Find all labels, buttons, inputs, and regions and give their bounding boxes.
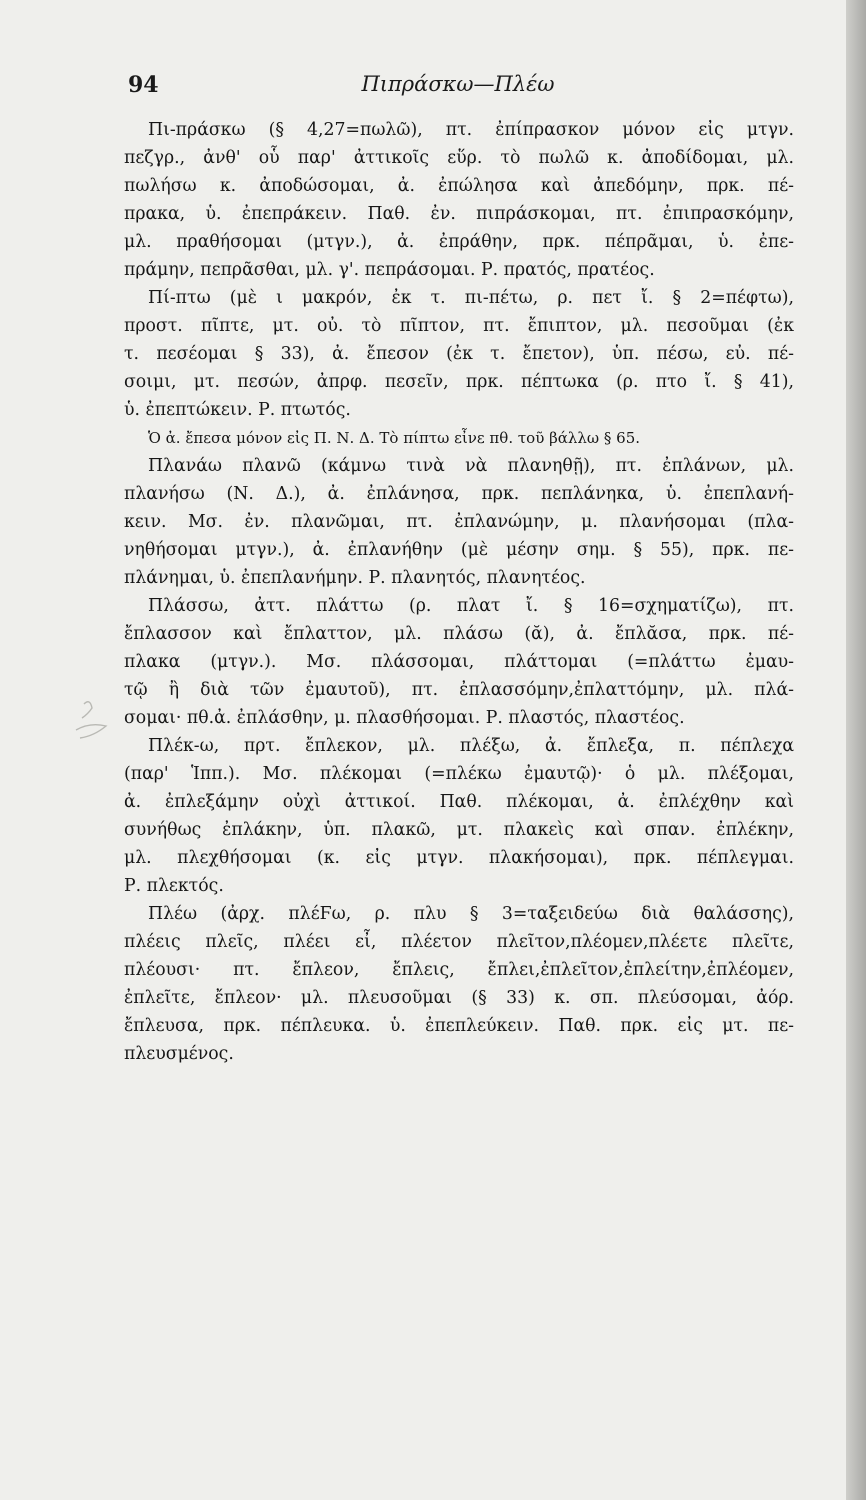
text-line: νηθήσομαι μτγν.), ἀ. ἐπλανήθην (μὲ μέσην σημ. § 55), πρκ. πε- (124, 540, 794, 560)
text-line: Πλέκ-ω, πρτ. ἔπλεκον, μλ. πλέξω, ἀ. ἔπλεξα, π. πέπλεχα (148, 736, 794, 756)
text-line: μλ. πραθήσομαι (μτγν.), ἀ. ἐπράθην, πρκ. πέπρᾶμαι, ὑ. ἐπε- (124, 232, 794, 252)
text-line: τ. πεσέομαι § 33), ἀ. ἔπεσον (ἐκ τ. ἔπετον), ὑπ. πέσω, εὐ. πέ- (124, 344, 794, 364)
page-gutter-shadow (846, 0, 866, 1500)
text-line: Πλανάω πλανῶ (κάμνω τινὰ νὰ πλανηθῇ), πτ. ἐπλάνων, μλ. (148, 456, 794, 476)
text-line: πεζγρ., ἀνθ' οὗ παρ' ἀττικοῖς εὕρ. τὸ πωλῶ κ. ἀποδίδομαι, μλ. (124, 148, 794, 168)
text-line: μλ. πλεχθήσομαι (κ. εἰς μτγν. πλακήσομαι), πρκ. πέπλεγμαι. (124, 848, 794, 868)
text-line: πράμην, πεπρᾶσθαι, μλ. γ'. πεπράσομαι. Ρ. πρατός, πρατέος. (124, 260, 655, 280)
entry-paragraph (124, 900, 794, 1068)
text-line: πλέουσι· πτ. ἔπλεον, ἔπλεις, ἔπλει,ἐπλεῖτον,ἐπλείτην,ἐπλέομεν, (124, 960, 794, 980)
text-line: Ὁ ἀ. ἔπεσα μόνον εἰς Π. Ν. Δ. Τὸ πίπτω εἶνε πθ. τοῦ βάλλω § 65. (148, 429, 641, 447)
text-line: συνήθως ἐπλάκην, ὑπ. πλακῶ, μτ. πλακεὶς καὶ σπαν. ἐπλέκην, (124, 820, 794, 840)
text-line: σομαι· πθ.ἀ. ἐπλάσθην, μ. πλασθήσομαι. Ρ. πλαστός, πλαστέος. (124, 708, 685, 728)
text-line: πλευσμένος. (124, 1044, 234, 1064)
text-line: Πι-πράσκω (§ 4,27=πωλῶ), πτ. ἐπίπρασκον μόνον εἰς μτγν. (148, 120, 794, 140)
text-line: Ρ. πλεκτός. (124, 876, 224, 896)
text-line: ἔπλευσα, πρκ. πέπλευκα. ὑ. ἐπεπλεύκειν. Παθ. πρκ. εἰς μτ. πε- (124, 1016, 794, 1036)
page-number: 94 (128, 72, 159, 98)
note-paragraph (124, 424, 794, 452)
running-head: Πιπράσκω—Πλέω (361, 72, 555, 96)
text-line: ἔπλασσον καὶ ἔπλαττον, μλ. πλάσω (ᾰ), ἀ. ἔπλᾰσα, πρκ. πέ- (124, 624, 794, 644)
text-line: προστ. πῖπτε, μτ. οὐ. τὸ πῖπτον, πτ. ἔπιπτον, μλ. πεσοῦμαι (ἐκ (124, 316, 794, 336)
entry-paragraph (124, 284, 794, 424)
handwritten-margin-mark (56, 690, 126, 760)
text-line: κειν. Μσ. ἐν. πλανῶμαι, πτ. ἐπλανώμην, μ. πλανήσομαι (πλα- (124, 512, 794, 532)
page-header (128, 66, 788, 106)
text-line: πλάνημαι, ὑ. ἐπεπλανήμην. Ρ. πλανητός, πλανητέος. (124, 568, 586, 588)
text-line: πλέεις πλεῖς, πλέει εἶ, πλέετον πλεῖτον,πλέομεν,πλέετε πλεῖτε, (124, 932, 794, 952)
entry-paragraph (124, 452, 794, 592)
text-line: πλακα (μτγν.). Μσ. πλάσσομαι, πλάττομαι (=πλάττω ἐμαυ- (124, 652, 794, 672)
text-line: πωλήσω κ. ἀποδώσομαι, ἀ. ἐπώλησα καὶ ἀπεδόμην, πρκ. πέ- (124, 176, 794, 196)
text-line: πλανήσω (Ν. Δ.), ἀ. ἐπλάνησα, πρκ. πεπλάνηκα, ὑ. ἐπεπλανή- (124, 484, 794, 504)
text-line: Πλέω (ἀρχ. πλέϜω, ρ. πλυ § 3=ταξειδεύω διὰ θαλάσσης), (148, 904, 794, 924)
text-line: Πλάσσω, ἀττ. πλάττω (ρ. πλατ ἴ. § 16=σχηματίζω), πτ. (148, 596, 794, 616)
text-line: ἐπλεῖτε, ἔπλεον· μλ. πλευσοῦμαι (§ 33) κ. σπ. πλεύσομαι, ἀόρ. (124, 988, 794, 1008)
dictionary-text (124, 116, 794, 1068)
text-line: ὑ. ἐπεπτώκειν. Ρ. πτωτός. (124, 400, 351, 420)
entry-paragraph (124, 732, 794, 900)
text-line: (παρ' Ἱππ.). Μσ. πλέκομαι (=πλέκω ἐμαυτῷ)· ὁ μλ. πλέξομαι, (124, 764, 794, 784)
entry-paragraph (124, 116, 794, 284)
text-line: πρακα, ὑ. ἐπεπράκειν. Παθ. ἐν. πιπράσκομαι, πτ. ἐπιπρασκόμην, (124, 204, 794, 224)
text-line: σοιμι, μτ. πεσών, ἀπρφ. πεσεῖν, πρκ. πέπτωκα (ρ. πτο ἴ. § 41), (124, 372, 794, 392)
text-line: Πί-πτω (μὲ ι μακρόν, ἐκ τ. πι-πέτω, ρ. πετ ἴ. § 2=πέφτω), (148, 288, 794, 308)
text-line: ἀ. ἐπλεξάμην οὐχὶ ἀττικοί. Παθ. πλέκομαι, ἀ. ἐπλέχθην καὶ (124, 792, 794, 812)
text-line: τῷ ἢ διὰ τῶν ἐμαυτοῦ), πτ. ἐπλασσόμην,ἐπλαττόμην, μλ. πλά- (124, 680, 794, 700)
entry-paragraph (124, 592, 794, 732)
